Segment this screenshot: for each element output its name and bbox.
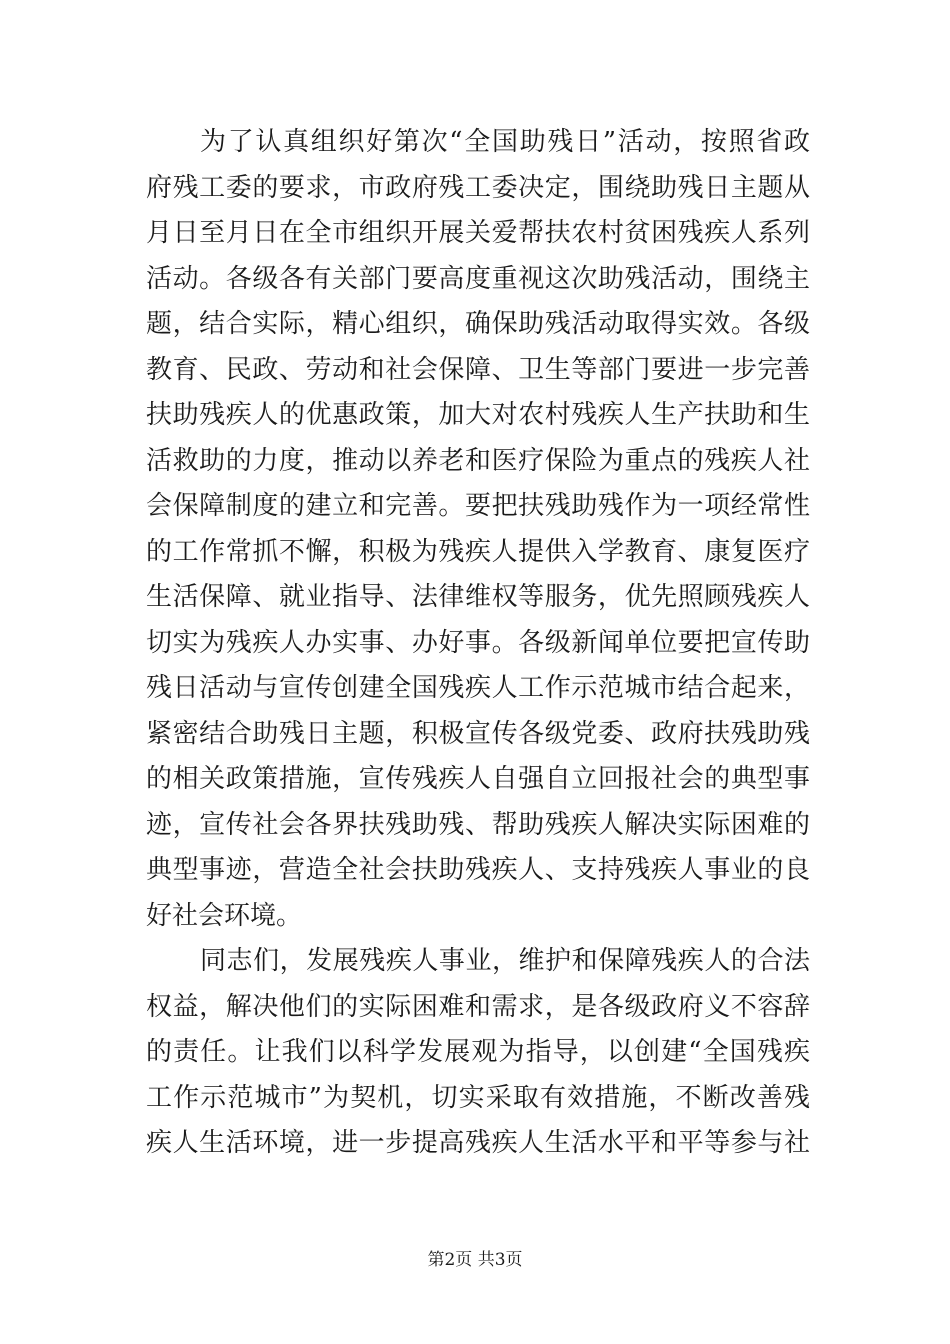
paragraph-2-line-1: 同志们，发展残疾人事业，维护和保障残疾人的合法 [200,946,810,976]
paragraph-1-line-3: 月日至月日在全市组织开展关爱帮扶农村贫困残疾人系列 [146,218,810,248]
paragraph-1-line-1: 为了认真组织好第次“全国助残日”活动，按照省政 [200,127,810,157]
paragraph-1-line-2: 府残工委的要求，市政府残工委决定，围绕助残日主题从 [146,172,810,203]
paragraph-1-line-11: 生活保障、就业指导、法律维权等服务，优先照顾残疾人 [146,582,810,612]
paragraph-1-line-7: 扶助残疾人的优惠政策，加大对农村残疾人生产扶助和生 [146,400,810,430]
paragraph-2-line-3: 的责任。让我们以科学发展观为指导，以创建“全国残疾 [146,1037,810,1067]
paragraph-1-line-6: 教育、民政、劳动和社会保障、卫生等部门要进一步完善 [146,354,810,385]
paragraph-1-line-5: 题，结合实际，精心组织，确保助残活动取得实效。各级 [146,309,810,339]
paragraph-1-line-15: 的相关政策措施，宣传残疾人自强自立回报社会的典型事 [146,764,810,794]
document-body [146,120,810,1167]
paragraph-1-line-12: 切实为残疾人办实事、办好事。各级新闻单位要把宣传助 [146,627,810,658]
paragraph-1-line-4: 活动。各级各有关部门要高度重视这次助残活动，围绕主 [146,263,810,294]
paragraph-1-line-14: 紧密结合助残日主题，积极宣传各级党委、政府扶残助残 [146,718,810,749]
paragraph-1-line-8: 活救助的力度，推动以养老和医疗保险为重点的残疾人社 [146,445,810,476]
paragraph-1-line-13: 残日活动与宣传创建全国残疾人工作示范城市结合起来， [146,673,810,703]
paragraph-1-line-18: 好社会环境。 [146,900,303,931]
paragraph-2-line-2: 权益，解决他们的实际困难和需求，是各级政府义不容辞 [146,991,810,1022]
paragraph-2-line-5: 疾人生活环境，进一步提高残疾人生活水平和平等参与社 [146,1128,810,1158]
paragraph-1-line-16: 迹，宣传社会各界扶残助残、帮助残疾人解决实际困难的 [146,809,810,840]
paragraph-1-line-10: 的工作常抓不懈，积极为残疾人提供入学教育、康复医疗 [146,536,810,567]
paragraph-1-line-17: 典型事迹，营造全社会扶助残疾人、支持残疾人事业的良 [146,855,810,885]
paragraph-1-line-9: 会保障制度的建立和完善。要把扶残助残作为一项经常性 [146,491,810,521]
page-number-footer: 第2页 共3页 [427,1250,523,1270]
paragraph-2-line-4: 工作示范城市”为契机，切实采取有效措施，不断改善残 [146,1082,810,1113]
